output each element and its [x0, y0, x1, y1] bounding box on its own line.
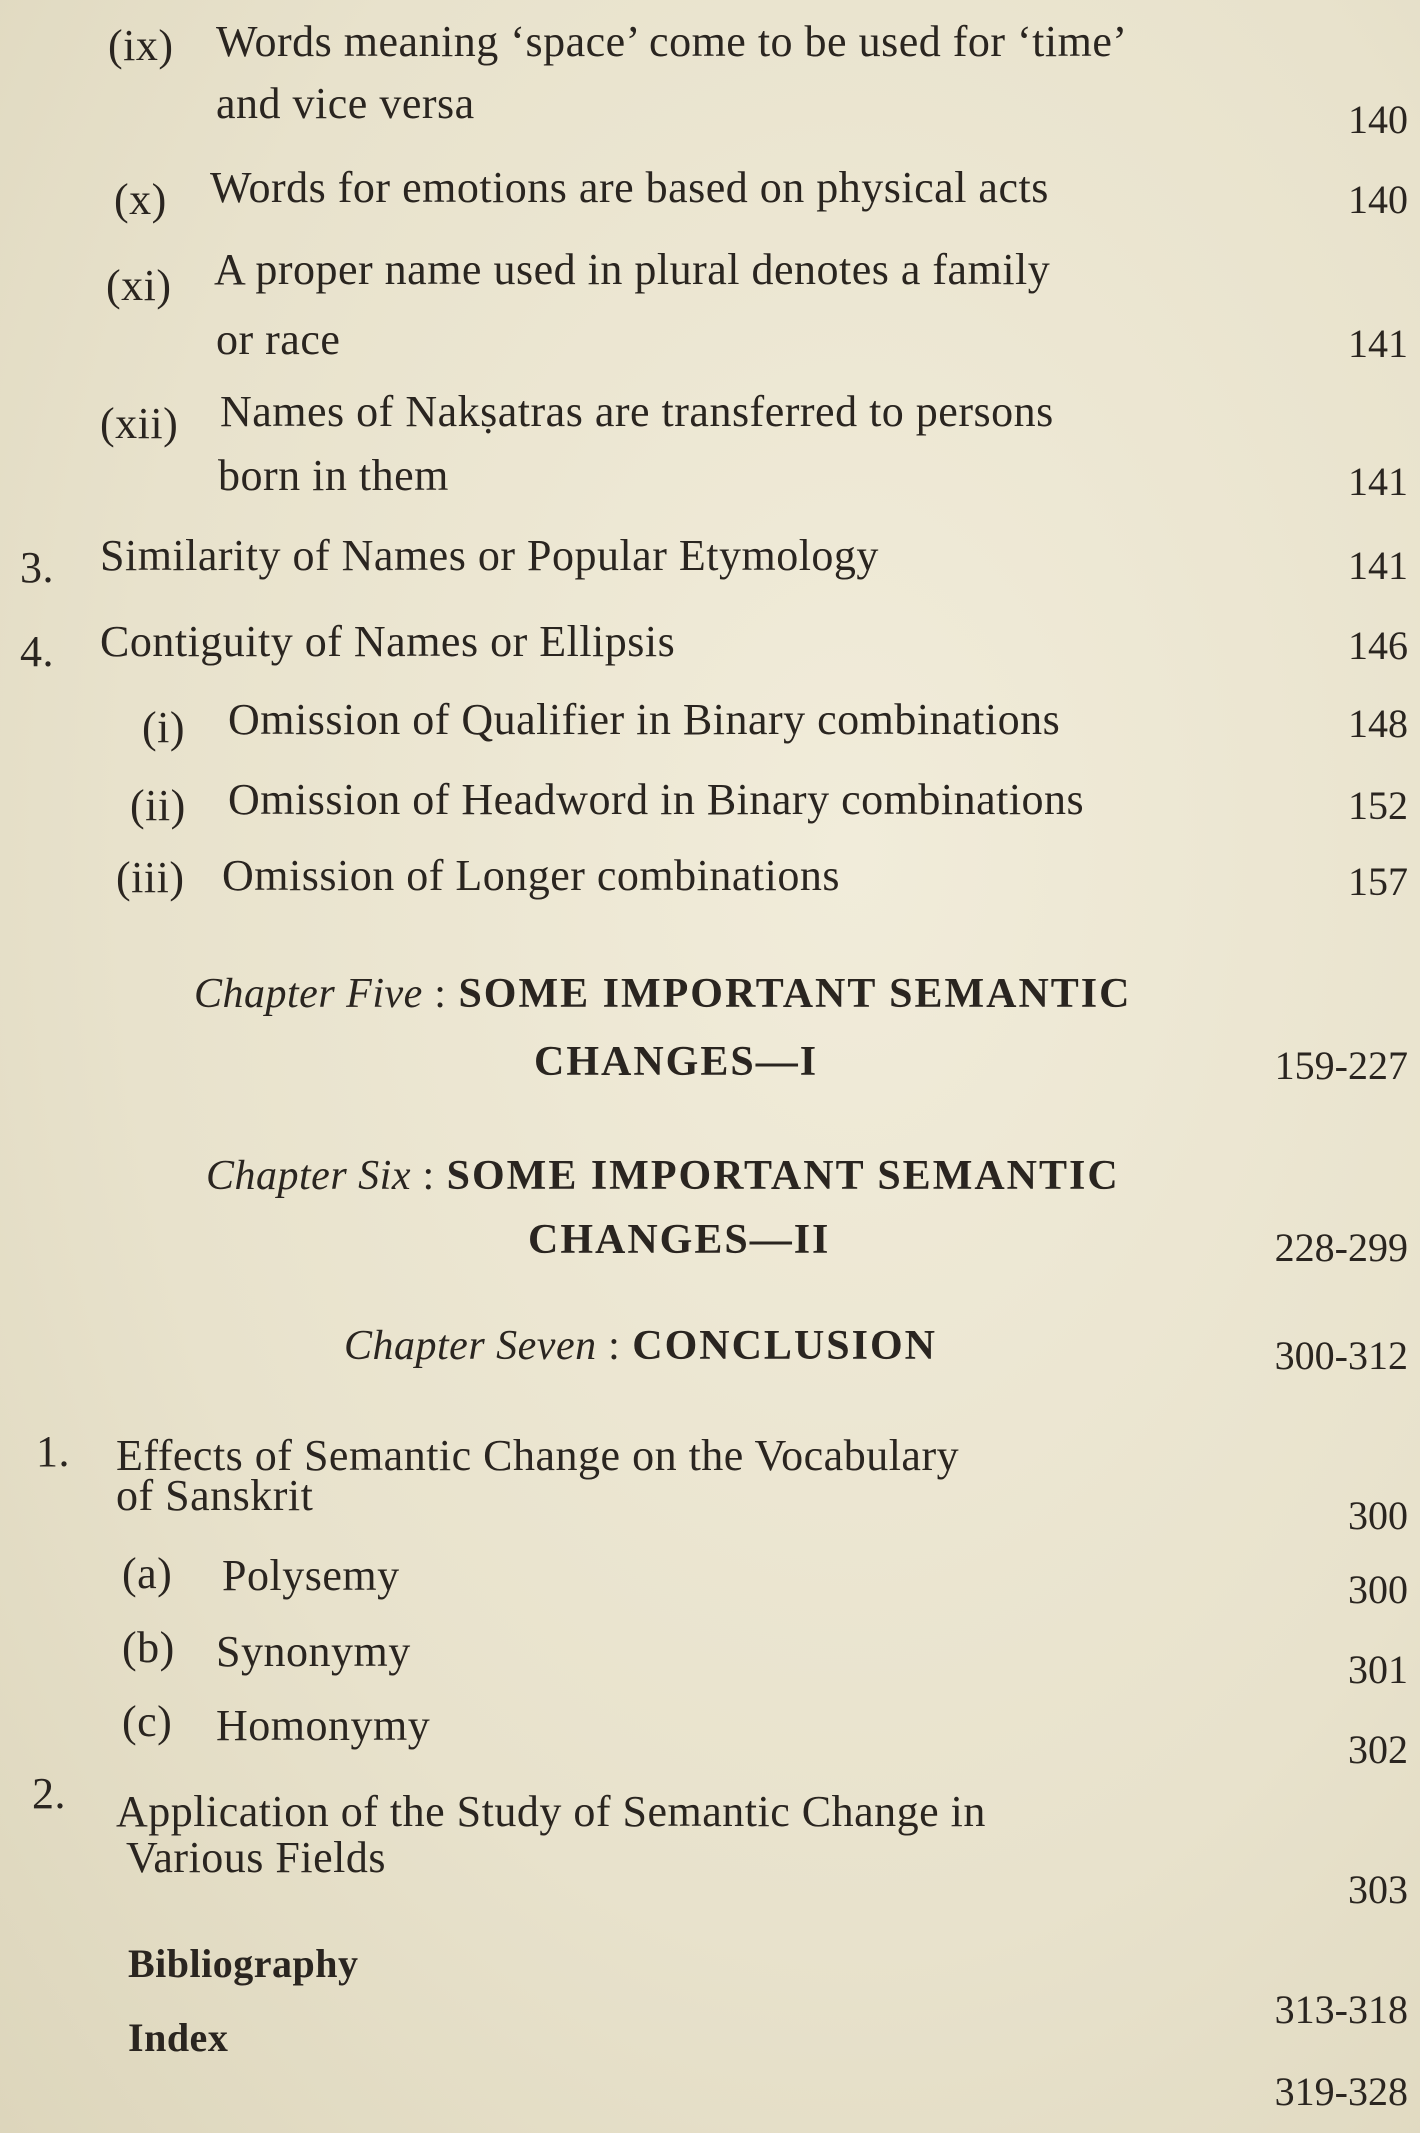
entry-title: Omission of Qualifier in Binary combinations	[228, 695, 1061, 744]
entry-number: (c)	[122, 1697, 173, 1746]
entry-page: 141	[1348, 459, 1408, 504]
section-number: 4.	[20, 627, 54, 676]
chapter-pages: 300-312	[1274, 1333, 1408, 1378]
chapter-heading: Chapter Seven : CONCLUSION	[344, 1323, 937, 1369]
index-pages: 319-328	[1274, 2069, 1408, 2114]
section-title: Similarity of Names or Popular Etymology	[100, 531, 879, 580]
entry-title: Names of Nakṣatras are transferred to persons	[220, 387, 1054, 436]
chapter-pages: 159-227	[1274, 1043, 1408, 1088]
entry-title: Homonymy	[216, 1701, 431, 1750]
entry-title-cont: or race	[216, 315, 341, 364]
section-number: 3.	[20, 543, 54, 592]
entry-number: (ix)	[108, 21, 174, 70]
index-label: Index	[128, 2015, 229, 2060]
entry-title: Omission of Headword in Binary combinations	[228, 775, 1085, 824]
entry-page: 152	[1348, 783, 1408, 828]
entry-page: 140	[1348, 97, 1408, 142]
entry-number: (xii)	[100, 399, 179, 448]
section-title: Effects of Semantic Change on the Vocabulary	[116, 1431, 960, 1480]
entry-page: 300	[1348, 1567, 1408, 1612]
entry-title: Words meaning ‘space’ come to be used for ‘time’	[216, 17, 1128, 66]
section-title: Application of the Study of Semantic Change in	[116, 1787, 986, 1836]
chapter-title: SOME IMPORTANT SEMANTIC	[446, 1153, 1120, 1199]
chapter-heading: Chapter Six : SOME IMPORTANT SEMANTIC	[206, 1153, 1120, 1199]
entry-number: (ii)	[130, 781, 186, 830]
entry-page: 300	[1348, 1493, 1408, 1538]
entry-number: (x)	[114, 175, 167, 224]
section-title-cont: Various Fields	[126, 1833, 386, 1882]
bibliography-pages: 313-318	[1274, 1987, 1408, 2032]
entry-page: 303	[1348, 1867, 1408, 1912]
entry-title: Words for emotions are based on physical acts	[210, 163, 1049, 212]
entry-page: 302	[1348, 1727, 1408, 1772]
chapter-title: SOME IMPORTANT SEMANTIC	[458, 971, 1132, 1017]
entry-page: 148	[1348, 701, 1408, 746]
entry-title: Synonymy	[216, 1627, 411, 1676]
entry-title: Omission of Longer combinations	[222, 851, 840, 900]
entry-title-cont: born in them	[218, 451, 449, 500]
entry-number: (iii)	[116, 853, 185, 902]
entry-number: (b)	[122, 1623, 175, 1672]
entry-page: 141	[1348, 543, 1408, 588]
entry-page: 141	[1348, 321, 1408, 366]
chapter-title-cont: CHANGES—I	[534, 1039, 819, 1085]
chapter-label: Chapter Seven	[344, 1323, 597, 1369]
entry-number: (xi)	[106, 261, 172, 310]
entry-page: 157	[1348, 859, 1408, 904]
entry-number: (a)	[122, 1549, 173, 1598]
entry-page: 146	[1348, 623, 1408, 668]
chapter-label: Chapter Five	[194, 971, 423, 1017]
chapter-label: Chapter Six	[206, 1153, 411, 1199]
section-number: 1.	[36, 1427, 70, 1476]
chapter-title: CONCLUSION	[632, 1323, 937, 1369]
chapter-heading: Chapter Five : SOME IMPORTANT SEMANTIC	[194, 971, 1132, 1017]
entry-title-cont: and vice versa	[216, 79, 475, 128]
chapter-title-cont: CHANGES—II	[528, 1217, 831, 1263]
chapter-pages: 228-299	[1274, 1225, 1408, 1270]
section-number: 2.	[32, 1769, 66, 1818]
entry-page: 301	[1348, 1647, 1408, 1692]
entry-page: 140	[1348, 177, 1408, 222]
section-title-cont: of Sanskrit	[116, 1471, 314, 1520]
section-title: Contiguity of Names or Ellipsis	[100, 617, 676, 666]
bibliography-label: Bibliography	[128, 1941, 359, 1986]
entry-title: Polysemy	[222, 1551, 400, 1600]
entry-number: (i)	[142, 703, 186, 752]
entry-title: A proper name used in plural denotes a family	[214, 245, 1051, 294]
